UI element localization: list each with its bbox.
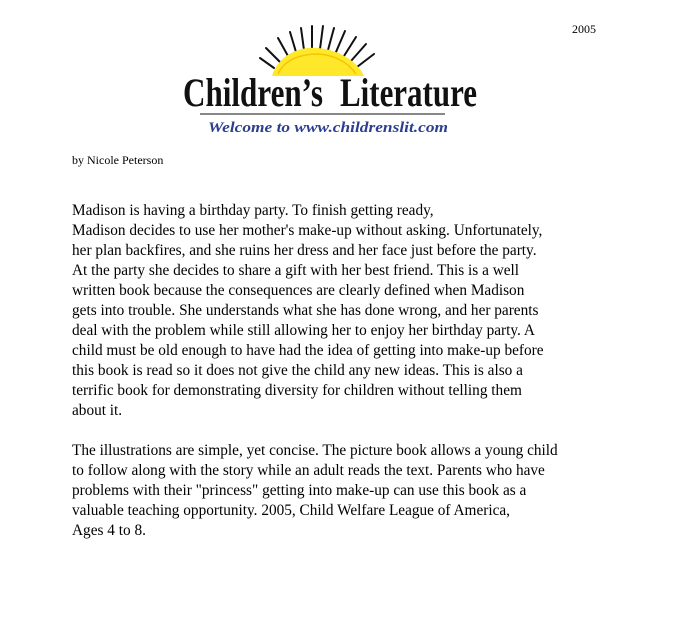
sun-icon	[260, 26, 374, 76]
paragraph-line: child must be old enough to have had the idea of getting into make-up before	[72, 342, 544, 359]
logo-title-part1: Children’s	[183, 70, 323, 115]
paragraph-line: Madison is having a birthday party. To finish getting ready,	[72, 202, 434, 219]
review-paragraph-2	[72, 441, 662, 541]
paragraph-line: this book is read so it does not give the child any new ideas. This is also a	[72, 362, 523, 379]
review-year: 2005	[572, 22, 596, 36]
review-byline: by Nicole Peterson	[72, 153, 164, 167]
paragraph-line: written book because the consequences are clearly defined when Madison	[72, 282, 525, 299]
paragraph-line: deal with the problem while still allowing her to enjoy her birthday party. A	[72, 322, 535, 339]
paragraph-line: At the party she decides to share a gift with her best friend. This is a well	[72, 262, 520, 279]
logo-title-text	[183, 70, 477, 115]
paragraph-line: about it.	[72, 402, 123, 419]
review-body	[72, 201, 662, 541]
paragraph-gap	[72, 421, 662, 441]
paragraph-line: The illustrations are simple, yet concise. The picture book allows a young child	[72, 442, 558, 459]
review-paragraph-1	[72, 201, 662, 421]
paragraph-line: to follow along with the story while an adult reads the text. Parents who have	[72, 462, 545, 479]
paragraph-line: problems with their "princess" getting into make-up can use this book as a	[72, 482, 527, 499]
paragraph-line: Ages 4 to 8.	[72, 522, 146, 539]
paragraph-line: valuable teaching opportunity. 2005, Child Welfare League of America,	[72, 502, 510, 519]
logo-tagline: Welcome to www.childrenslit.com	[208, 120, 448, 136]
paragraph-line: gets into trouble. She understands what she has done wrong, and her parents	[72, 302, 539, 319]
paragraph-line: her plan backfires, and she ruins her dress and her face just before the party.	[72, 242, 537, 259]
logo-title-part2: Literature	[340, 70, 477, 115]
childrens-literature-logo[interactable]	[180, 22, 480, 140]
paragraph-line: terrific book for demonstrating diversity for children without telling them	[72, 382, 522, 399]
paragraph-line: Madison decides to use her mother's make-up without asking. Unfortunately,	[72, 222, 543, 239]
